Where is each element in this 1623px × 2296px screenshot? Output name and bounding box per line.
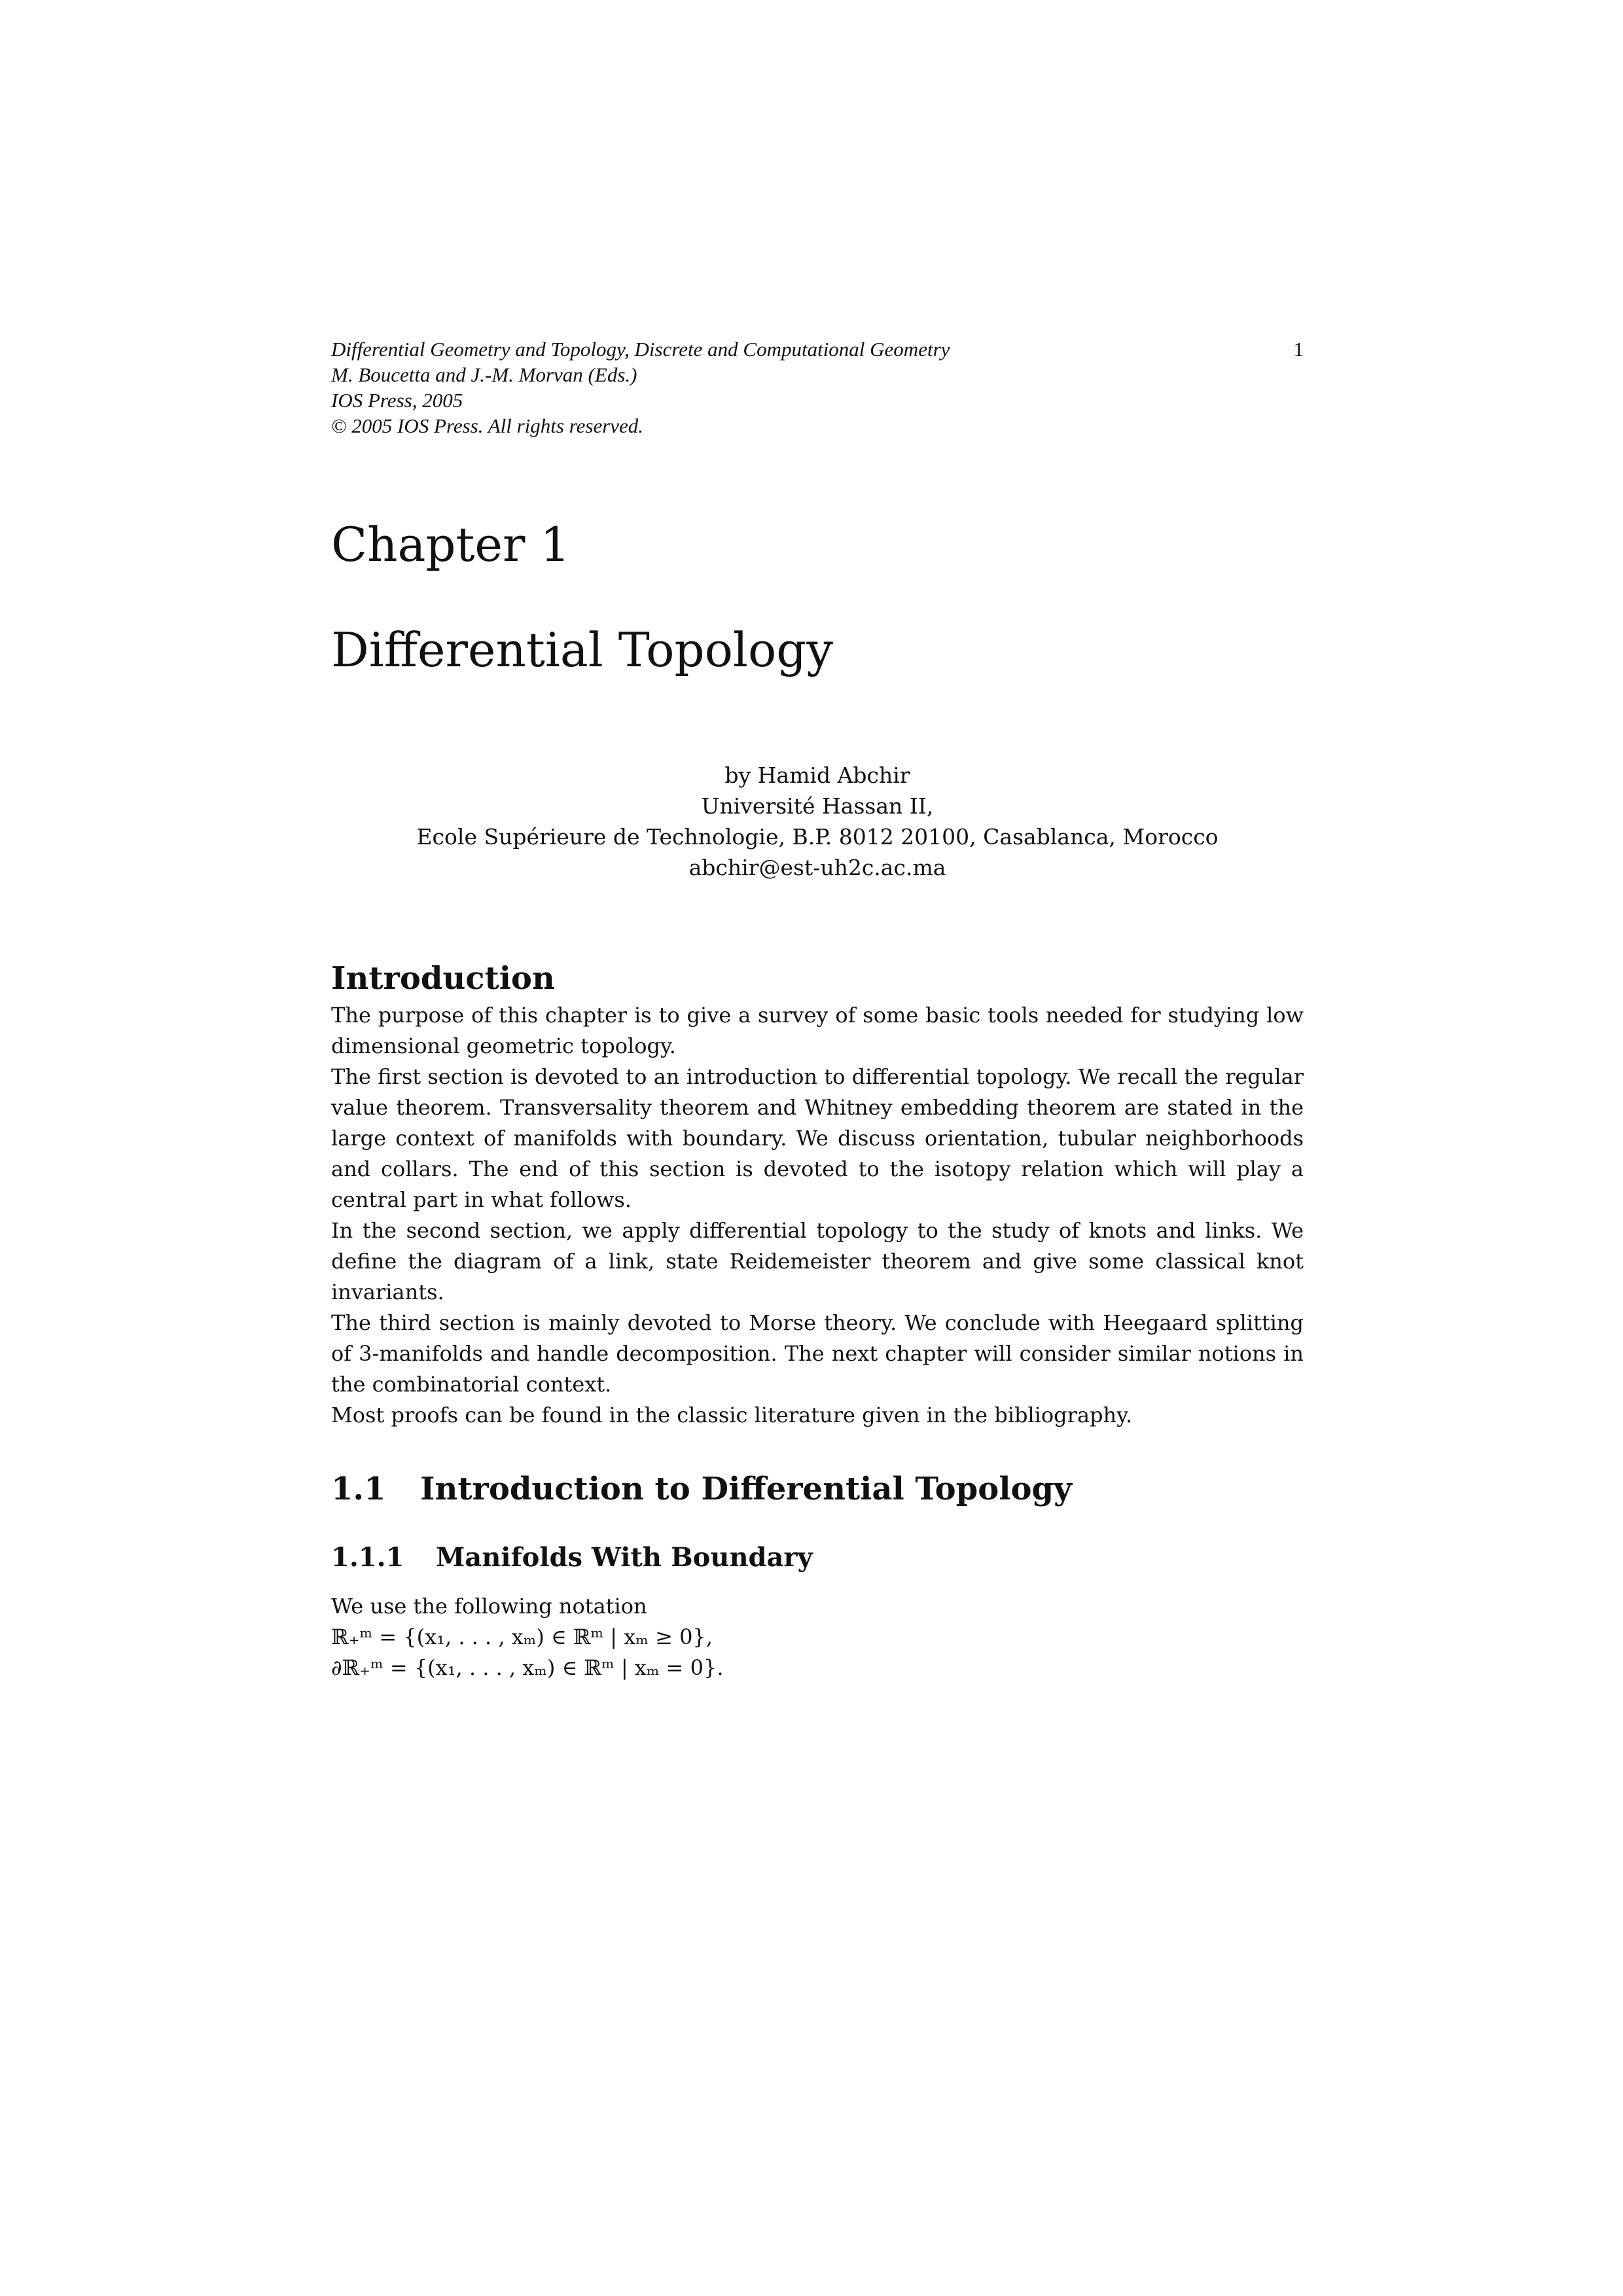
half-space-definition: ℝ₊ᵐ = {(x₁, . . . , xₘ) ∈ ℝᵐ | xₘ ≥ 0}, <box>331 1624 713 1649</box>
chapter-title: Differential Topology <box>331 622 834 677</box>
author-byline: by Hamid Abchir <box>724 762 910 788</box>
subsection-heading <box>331 1541 813 1575</box>
notation-block <box>331 1591 724 1683</box>
intro-paragraph: The purpose of this chapter is to give a survey of some basic tools needed for studying low dimensional geometric topology. <box>331 1003 1304 1058</box>
section-heading <box>331 1469 1072 1509</box>
boundary-definition: ∂ℝ₊ᵐ = {(x₁, . . . , xₘ) ∈ ℝᵐ | xₘ = 0}. <box>331 1655 724 1680</box>
subsection-number: 1.1.1 <box>331 1542 404 1573</box>
introduction-body <box>331 1000 1304 1431</box>
author-address: Ecole Supérieure de Technologie, B.P. 8012 20100, Casablanca, Morocco <box>416 824 1219 850</box>
section-title: Introduction to Differential Topology <box>420 1471 1072 1507</box>
section-number: 1.1 <box>331 1471 386 1507</box>
publication-header <box>331 336 1304 439</box>
series-title: Differential Geometry and Topology, Discrete and Computational Geometry <box>331 338 950 361</box>
author-email: abchir@est-uh2c.ac.ma <box>688 855 946 880</box>
author-block <box>331 760 1304 883</box>
notation-intro: We use the following notation <box>331 1594 647 1619</box>
intro-paragraph: The first section is devoted to an introduction to differential topology. We recall the regular value theorem. Transversality theorem and Whitney embedding theorem are stated in the large context of manifolds with boundary. We discuss orientation, tubular neighborhoods and collars. The end of this section is devoted to the isotopy relation which will play a central part in what follows. <box>331 1064 1304 1212</box>
subsection-title: Manifolds With Boundary <box>436 1542 813 1573</box>
copyright-notice: © 2005 IOS Press. All rights reserved. <box>331 414 644 437</box>
author-university: Université Hassan II, <box>701 793 934 819</box>
intro-paragraph: In the second section, we apply differential topology to the study of knots and links. We define the diagram of a link, state Reidemeister theorem and give some classical knot invariants. <box>331 1218 1304 1304</box>
publisher: IOS Press, 2005 <box>331 389 463 412</box>
introduction-heading: Introduction <box>331 960 555 997</box>
chapter-label: Chapter 1 <box>331 517 571 572</box>
intro-paragraph: The third section is mainly devoted to Morse theory. We conclude with Heegaard splitting of 3-manifolds and handle decomposition. The next chapter will consider similar notions in the combinatorial context. <box>331 1310 1304 1397</box>
intro-paragraph: Most proofs can be found in the classic literature given in the bibliography. <box>331 1403 1133 1427</box>
editors: M. Boucetta and J.-M. Morvan (Eds.) <box>331 363 637 386</box>
page-number: 1 <box>1293 338 1304 361</box>
